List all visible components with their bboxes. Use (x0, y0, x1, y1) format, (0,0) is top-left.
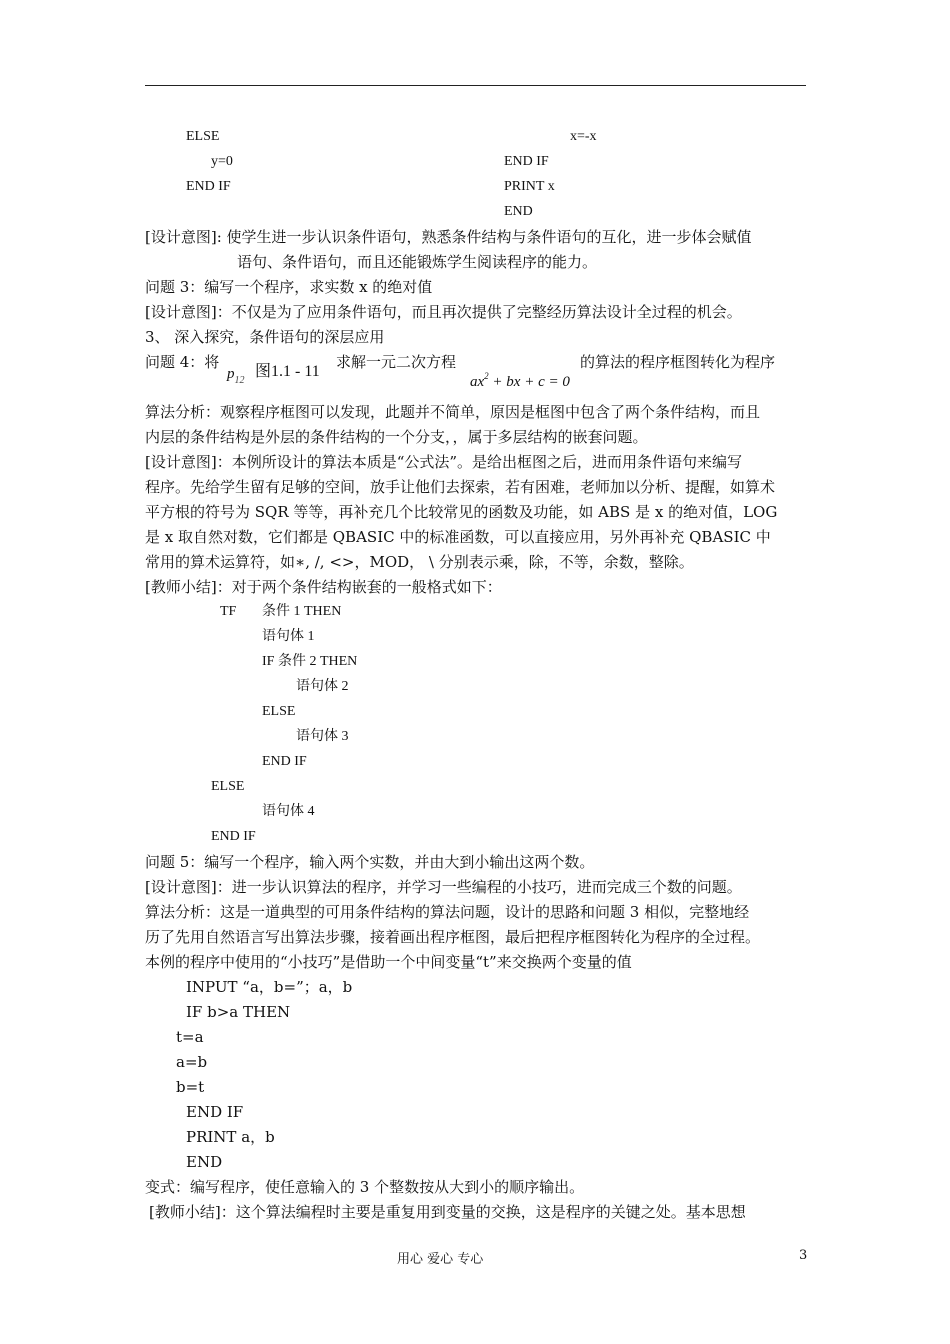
code-line: 语句体 2 (296, 679, 349, 694)
problem-4-text-end: 的算法的程序框图转化为程序 (580, 353, 776, 371)
header-rule (145, 85, 806, 86)
code-line: a=b (176, 1053, 208, 1071)
code-line: b=t (176, 1078, 205, 1096)
code-line: 语句体 4 (262, 804, 315, 819)
code-line: PRINT x (504, 179, 555, 194)
paragraph-line: [设计意图]：本例所设计的算法本质是“公式法”。是给出框图之后，进而用条件语句来编写 (145, 453, 743, 471)
paragraph-line: [教师小结]：这个算法编程时主要是重复用到变量的交换，这是程序的关键之处。基本思想 (149, 1203, 746, 1221)
figure-ref: $p_{12}$ (227, 366, 245, 386)
code-line: y=0 (211, 154, 233, 169)
code-line: ELSE (186, 129, 220, 144)
code-line: END (504, 204, 533, 219)
paragraph-line: 算法分析：这是一道典型的可用条件结构的算法问题，设计的思路和问题 3 相似，完整地经 (145, 903, 750, 921)
problem-4-text: 求解一元二次方程 (336, 353, 457, 371)
code-line: TF (220, 604, 237, 619)
paragraph-line: 算法分析：观察程序框图可以发现，此题并不简单，原因是框图中包含了两个条件结构，而且 (145, 403, 761, 421)
code-line: ELSE (262, 704, 296, 719)
code-line: 条件 1 THEN (262, 604, 342, 619)
paragraph-line: 变式：编写程序，使任意输入的 3 个整数按从大到小的顺序输出。 (145, 1178, 585, 1196)
code-line: END IF (186, 1103, 244, 1121)
code-line: END IF (186, 179, 231, 194)
paragraph-line: 本例的程序中使用的“小技巧”是借助一个中间变量“t”来交换两个变量的值 (145, 953, 632, 971)
paragraph-line: 问题 3：编写一个程序，求实数 x 的绝对值 (145, 278, 433, 296)
paragraph-line: [教师小结]：对于两个条件结构嵌套的一般格式如下： (145, 578, 502, 596)
paragraph-line: [设计意图]：不仅是为了应用条件语句，而且再次提供了完整经历算法设计全过程的机会。 (145, 303, 742, 321)
paragraph-line: 语句、条件语句，而且还能锻炼学生阅读程序的能力。 (237, 253, 598, 271)
code-line: END IF (262, 754, 307, 769)
code-line: END (186, 1153, 223, 1171)
quadratic-equation: $ax^2$ + bx + c = 0 (470, 371, 570, 390)
code-line: ELSE (211, 779, 245, 794)
code-line: END IF (504, 154, 549, 169)
paragraph-line: 内层的条件结构是外层的条件结构的一个分支，，属于多层结构的嵌套问题。 (145, 428, 648, 446)
paragraph-line: 问题 5：编写一个程序，输入两个实数，并由大到小输出这两个数。 (145, 853, 595, 871)
section-heading: 3、 深入探究，条件语句的深层应用 (145, 328, 385, 346)
code-line: t=a (176, 1028, 204, 1046)
figure-ref-label: 图1.1 - 11 (255, 363, 320, 380)
paragraph-line: 历了先用自然语言写出算法步骤，接着画出程序框图，最后把程序框图转化为程序的全过程。 (145, 928, 761, 946)
code-line: INPUT “a，b=”；a，b (186, 978, 353, 996)
code-line: IF 条件 2 THEN (262, 654, 358, 669)
paragraph-line: 程序。先给学生留有足够的空间，放手让他们去探索，若有困难，老师加以分析、提醒，如算术 (145, 478, 776, 496)
code-line: PRINT a，b (186, 1128, 275, 1146)
paragraph-line: [设计意图]: 使学生进一步认识条件语句，熟悉条件结构与条件语句的互化，进一步体会赋值 (145, 228, 752, 246)
code-line: IF b>a THEN (186, 1003, 291, 1021)
problem-4-intro: 问题 4：将 (145, 353, 220, 371)
code-line: 语句体 1 (262, 629, 315, 644)
page-number: 3 (799, 1248, 808, 1263)
code-line: 语句体 3 (296, 729, 349, 744)
paragraph-line: 是 x 取自然对数，它们都是 QBASIC 中的标准函数，可以直接应用，另外再补充 QBASIC 中 (145, 528, 771, 546)
code-line: END IF (211, 829, 256, 844)
paragraph-line: 平方根的符号为 SQR 等等，再补充几个比较常见的函数及功能，如 ABS 是 x 的绝对值，LOG (145, 503, 778, 521)
paragraph-line: [设计意图]：进一步认识算法的程序，并学习一些编程的小技巧，进而完成三个数的问题。 (145, 878, 742, 896)
code-line: x=-x (570, 129, 597, 144)
footer-motto: 用心 爱心 专心 (397, 1252, 484, 1267)
paragraph-line: 常用的算术运算符，如∗, /, <>，MOD， \ 分别表示乘，除，不等，余数，整除。 (145, 553, 694, 571)
